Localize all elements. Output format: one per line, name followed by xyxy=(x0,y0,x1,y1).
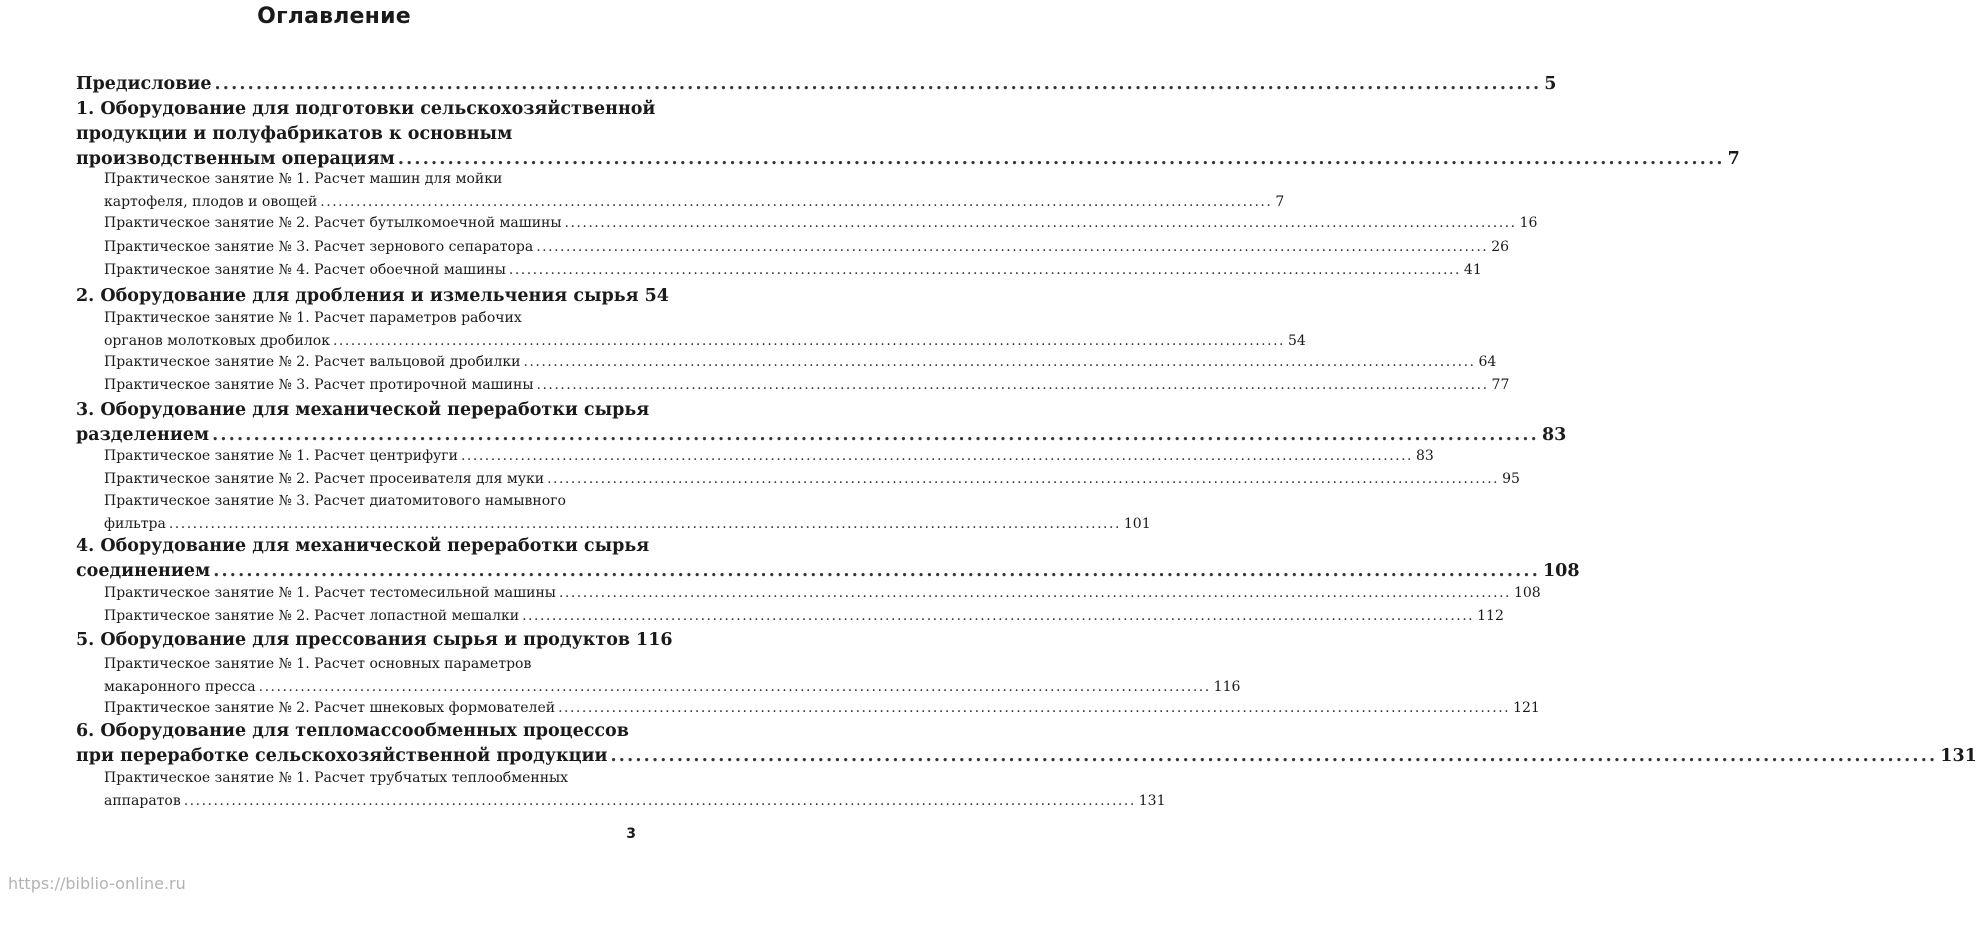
toc-entry[interactable] xyxy=(104,374,1510,397)
toc-page-number: 131 xyxy=(1940,746,1977,766)
toc-page-number: 16 xyxy=(1519,215,1538,231)
dot-leader: ................................................................................................................................................................ xyxy=(522,608,1475,624)
toc-page-number: 108 xyxy=(1513,585,1541,601)
toc-entry-text: органов молотковых дробилок xyxy=(104,332,330,349)
toc-entry-text: 4. Оборудование для механической переработки сырья xyxy=(76,536,650,556)
toc-entry-text: Практическое занятие № 1. Расчет тестомесильной машины xyxy=(104,585,556,601)
toc-page-number: 54 xyxy=(1287,332,1306,349)
toc-entry[interactable] xyxy=(104,351,1497,374)
toc-page-number: 83 xyxy=(1416,448,1434,464)
dot-leader: ................................................................................................................................................................ xyxy=(547,471,1500,487)
dot-leader: ................................................................................................................................................................ xyxy=(558,585,1511,601)
toc-page-number: 131 xyxy=(1138,792,1166,809)
toc-entry[interactable] xyxy=(104,259,1482,282)
toc-entry-text: Практическое занятие № 1. Расчет основных параметров xyxy=(104,656,532,672)
toc-page-number: 7 xyxy=(1727,149,1740,169)
dot-leader: ................................................................................................................................................................ xyxy=(214,74,1542,94)
toc-entry[interactable] xyxy=(104,468,1520,491)
toc-entry-text: картофеля, плодов и овощей xyxy=(104,193,318,210)
toc-entry-text: 6. Оборудование для тепломассообменных процессов xyxy=(76,721,629,741)
toc-page-number: 112 xyxy=(1477,608,1504,624)
toc-entry-text: соединением xyxy=(76,561,211,581)
toc-entry[interactable] xyxy=(104,697,1540,720)
toc-page-number: 83 xyxy=(1541,425,1567,445)
toc-entry-text: Практическое занятие № 2. Расчет бутылкомоечной машины xyxy=(104,215,562,231)
toc-entry[interactable] xyxy=(104,767,1166,812)
toc-entry-text: разделением xyxy=(76,425,210,445)
toc-entry[interactable] xyxy=(104,582,1541,605)
toc-page-number: 95 xyxy=(1502,471,1520,487)
dot-leader: ................................................................................................................................................................ xyxy=(564,215,1517,231)
toc-entry[interactable] xyxy=(76,72,1557,97)
toc-page-number: 5 xyxy=(1544,74,1557,94)
dot-leader: ................................................................................................................................................................ xyxy=(508,262,1461,278)
toc-entry-text: Практическое занятие № 1. Расчет машин для мойки xyxy=(104,171,503,187)
toc-entry[interactable] xyxy=(104,490,1151,535)
toc-page-number: 116 xyxy=(636,630,673,650)
dot-leader: ................................................................................................................................................................ xyxy=(536,239,1489,255)
toc-entry-text: продукции и полуфабрикатов к основным xyxy=(76,124,513,144)
dot-leader: ................................................................................................................................................................ xyxy=(320,193,1273,210)
page-number: 3 xyxy=(626,826,636,842)
dot-leader: ................................................................................................................................................................ xyxy=(258,678,1211,695)
toc-entry[interactable] xyxy=(104,653,1241,698)
toc-entry[interactable] xyxy=(104,605,1504,628)
toc-entry-text: 5. Оборудование для прессования сырья и продуктов xyxy=(76,630,631,650)
toc-entry-text: Практическое занятие № 3. Расчет диатомитового намывного xyxy=(104,493,566,509)
watermark-url: https://biblio-online.ru xyxy=(8,874,186,893)
toc-entry-text: Практическое занятие № 1. Расчет центрифуги xyxy=(104,448,458,464)
toc-page-number: 41 xyxy=(1463,262,1482,278)
toc-entry[interactable] xyxy=(104,168,1285,213)
toc-entry-text: Практическое занятие № 2. Расчет вальцовой дробилки xyxy=(104,354,521,370)
dot-leader: ................................................................................................................................................................ xyxy=(213,561,1540,581)
toc-entry-text: Практическое занятие № 1. Расчет трубчатых теплообменных xyxy=(104,770,569,786)
toc-entry[interactable] xyxy=(76,398,1567,448)
dot-leader: ................................................................................................................................................................ xyxy=(168,515,1121,532)
toc-entry-text: Практическое занятие № 2. Расчет шнековых формователей xyxy=(104,700,556,716)
dot-leader: ................................................................................................................................................................ xyxy=(536,377,1489,393)
toc-page-number: 54 xyxy=(644,286,669,306)
toc-page-number: 26 xyxy=(1491,239,1510,255)
toc-entry[interactable] xyxy=(104,445,1434,468)
toc-entry-text: производственным операциям xyxy=(76,149,395,169)
toc-page-number: 108 xyxy=(1543,561,1580,581)
toc-entry-text: Практическое занятие № 1. Расчет параметров рабочих xyxy=(104,310,522,326)
toc-page-number: 116 xyxy=(1213,678,1241,695)
dot-leader: ................................................................................................................................................................ xyxy=(610,746,1938,766)
toc-entry-text: Практическое занятие № 2. Расчет просеивателя для муки xyxy=(104,471,545,487)
toc-page-number: 101 xyxy=(1123,515,1151,532)
toc-entry-text: Практическое занятие № 3. Расчет протирочной машины xyxy=(104,377,534,393)
toc-entry-text: аппаратов xyxy=(104,792,181,809)
toc-entry-text: Практическое занятие № 3. Расчет зернового сепаратора xyxy=(104,239,534,255)
toc-page-number: 7 xyxy=(1275,193,1285,210)
dot-leader: ................................................................................................................................................................ xyxy=(460,448,1413,464)
dot-leader: ................................................................................................................................................................ xyxy=(558,700,1511,716)
toc-entry[interactable] xyxy=(104,307,1306,352)
toc-entry[interactable] xyxy=(76,719,1977,769)
toc-entry-text: при переработке сельскохозяйственной продукции xyxy=(76,746,608,766)
toc-entry-text: Предисловие xyxy=(76,74,212,94)
toc-title: Оглавление xyxy=(257,4,411,29)
toc-entry[interactable] xyxy=(76,284,669,309)
toc-entry[interactable] xyxy=(104,236,1510,259)
toc-entry-text: макаронного пресса xyxy=(104,678,256,695)
dot-leader: ................................................................................................................................................................ xyxy=(212,425,1539,445)
dot-leader: ................................................................................................................................................................ xyxy=(332,332,1285,349)
toc-page-number: 77 xyxy=(1491,377,1510,393)
dot-leader: ................................................................................................................................................................ xyxy=(523,354,1476,370)
toc-entry-text: 1. Оборудование для подготовки сельскохозяйственной xyxy=(76,99,656,119)
toc-page-number: 64 xyxy=(1478,354,1497,370)
toc-entry-text: Практическое занятие № 4. Расчет обоечной машины xyxy=(104,262,506,278)
dot-leader: ................................................................................................................................................................ xyxy=(183,792,1136,809)
toc-entry-text: 3. Оборудование для механической переработки сырья xyxy=(76,400,650,420)
toc-entry[interactable] xyxy=(76,628,673,653)
toc-entry-text: фильтра xyxy=(104,515,166,532)
toc-entry[interactable] xyxy=(104,212,1538,235)
dot-leader: ................................................................................................................................................................ xyxy=(397,149,1725,169)
toc-entry-text: 2. Оборудование для дробления и измельчения сырья xyxy=(76,286,639,306)
toc-entry[interactable] xyxy=(76,97,1740,172)
toc-entry[interactable] xyxy=(76,534,1580,584)
toc-entry-text: Практическое занятие № 2. Расчет лопастной мешалки xyxy=(104,608,520,624)
toc-page-number: 121 xyxy=(1513,700,1540,716)
